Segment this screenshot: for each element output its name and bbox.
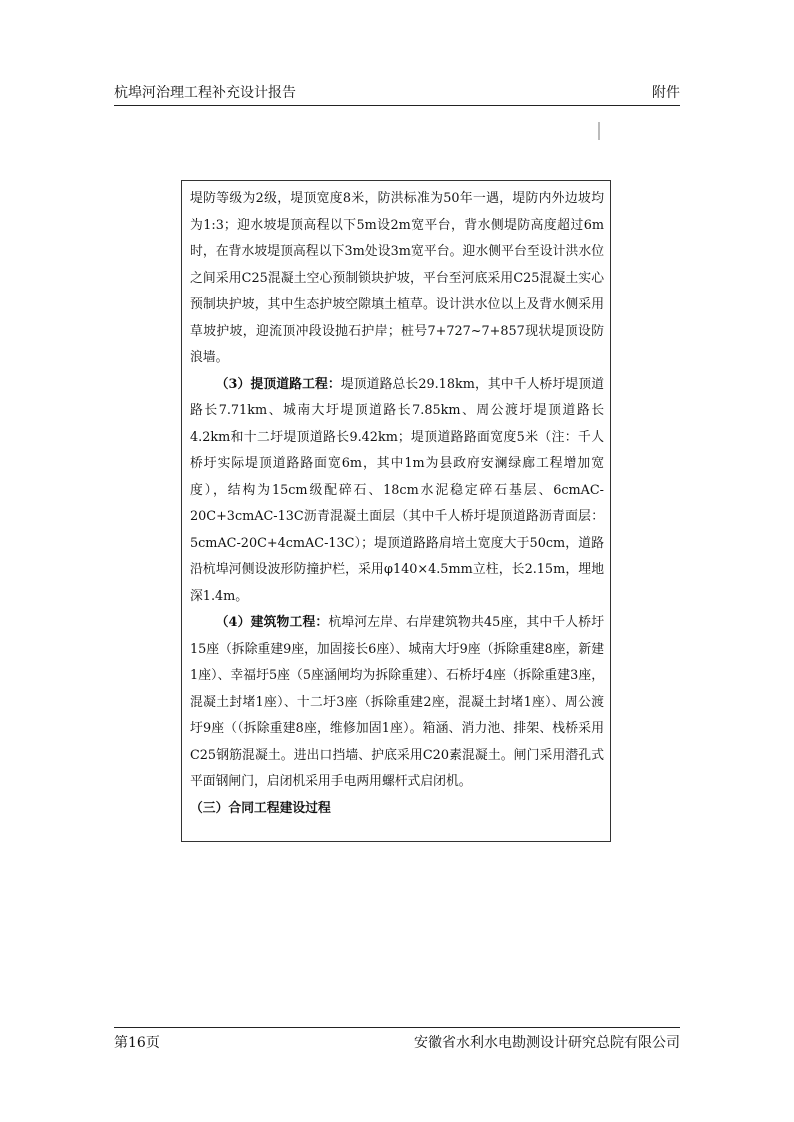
road-works-heading: （3）提顶道路工程： [215,376,341,392]
page-header [114,80,680,102]
building-works-heading: （4）建筑物工程： [215,615,329,630]
organization-name: 安徽省水利水电勘测设计研究总院有限公司 [414,1035,680,1051]
road-works-text: 堤顶道路总长29.18km，其中千人桥圩堤顶道路长7.71km、城南大圩堤顶道路长7.85km、周公渡圩堤顶道路长4.2km和十二圩堤顶道路长9.42km；堤顶道路路面宽度5米（注：千人桥圩实际堤顶道路路面宽6m，其中1m为县政府安澜绿廊工程增加宽度），结构为15cm级配碎石、18cm水泥稳定碎石基层、6cmAC-20C+3cmAC-13C沥青混凝土面层（其中千人桥圩堤顶道路沥青面层：5cmAC-20C+4cmAC-13C）；堤顶道路路肩培土宽度大于50cm，道路沿杭埠河侧设波形防撞护栏，采用φ140×4.5mm立柱，长2.15m，埋地深1.4m。 [190,376,604,604]
page-number: 第16页 [114,1035,160,1051]
page-footer [114,1032,680,1054]
building-works-text: 杭埠河左岸、右岸建筑物共45座，其中千人桥圩15座（拆除重建9座，加固接长6座）、城南大圩9座（拆除重建8座，新建1座）、幸福圩5座（5座涵闸均为拆除重建）、石桥圩4座（拆除重建3座，混凝土封堵1座）、十二圩3座（拆除重建2座，混凝土封堵1座）、周公渡圩9座（（拆除重建8座，维修加固1座）。箱涵、消力池、排架、栈桥采用C25钢筋混凝土。进出口挡墙、护底采用C20素混凝土。闸门采用潜孔式平面钢闸门，启闭机采用手电两用螺杆式启闭机。 [190,615,604,789]
paragraph-building-works [190,610,604,796]
header-divider [114,105,680,106]
report-title: 杭埠河治理工程补充设计报告 [114,85,296,101]
scan-mark [598,122,600,140]
scanned-excerpt-text [190,186,604,822]
paragraph-embankment: 堤防等级为2级，堤顶宽度8米，防洪标准为50年一遇，堤防内外边坡均为1:3；迎水坡堤顶高程以下5m设2m宽平台，背水侧堤防高度超过6m时，在背水坡堤顶高程以下3m处设3m宽平台。迎水侧平台至设计洪水位之间采用C25混凝土空心预制锁块护坡，平台至河底采用C25混凝土实心预制块护坡，其中生态护坡空隙填土植草。设计洪水位以上及背水侧采用草坡护坡，迎流顶冲段设抛石护岸；桩号7+727~7+857现状堤顶设防浪墙。 [190,191,604,365]
footer-divider [114,1027,680,1028]
appendix-label: 附件 [652,85,680,101]
paragraph-road-works [190,372,604,611]
section-heading: （三）合同工程建设过程 [190,800,331,816]
